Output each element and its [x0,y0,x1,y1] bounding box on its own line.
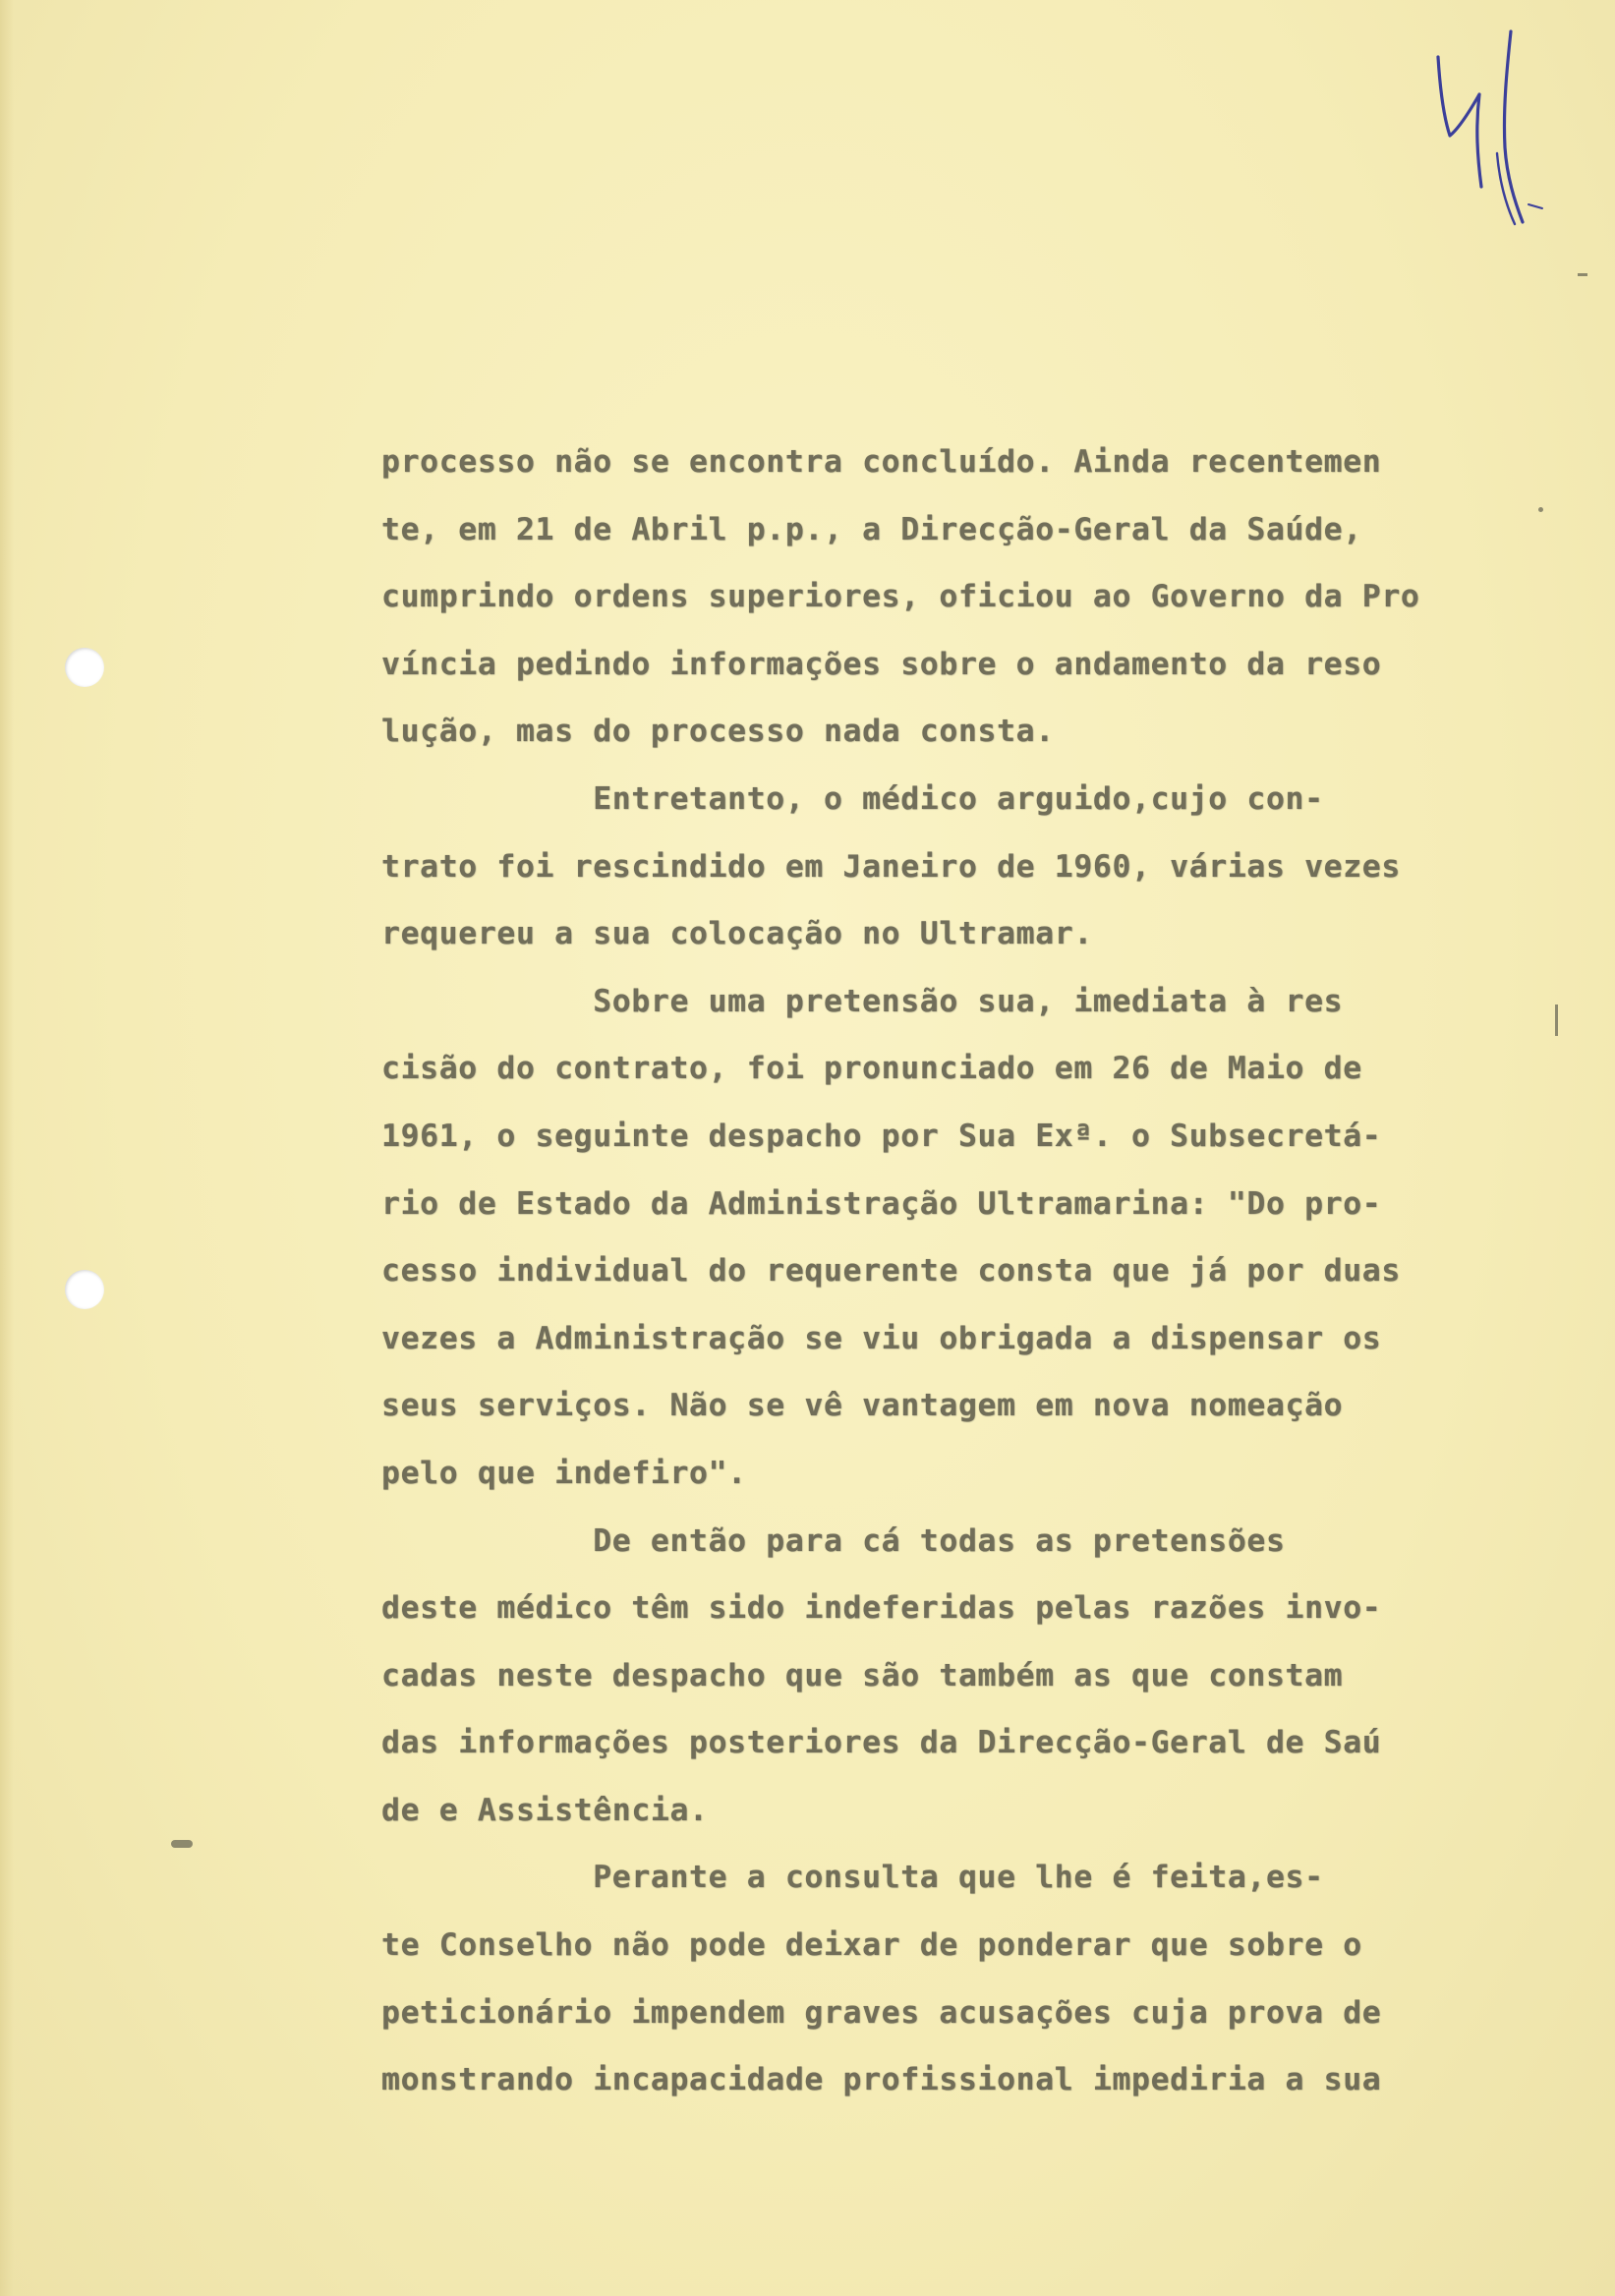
punch-hole-top [65,648,104,687]
text-line: monstrando incapacidade profissional impediria a sua [381,2062,1382,2098]
text-line: rio de Estado da Administração Ultramarina: "Do pro- [381,1185,1382,1222]
typed-body-text [381,429,1443,2114]
text-line: pelo que indefiro". [381,1455,747,1491]
page-number-ink [1420,29,1558,226]
text-line: cumprindo ordens superiores, oficiou ao Governo da Pro [381,579,1420,615]
text-line: de e Assistência. [381,1792,709,1828]
text-line: te Conselho não pode deixar de ponderar que sobre o [381,1927,1362,1964]
text-line: trato foi rescindido em Janeiro de 1960, várias vezes [381,848,1401,885]
text-line: processo não se encontra concluído. Ainda recentemen [381,444,1382,480]
text-line: 1961, o seguinte despacho por Sua Exª. o Subsecretá- [381,1118,1382,1154]
punch-hole-bottom [65,1270,104,1309]
text-line: cadas neste despacho que são também as que constam [381,1657,1344,1693]
text-line: cesso individual do requerente consta que já por duas [381,1253,1401,1290]
text-line: víncia pedindo informações sobre o andamento da reso [381,646,1382,682]
text-line: Perante a consulta que lhe é feita,es- [381,1860,1324,1896]
stray-mark [1555,1004,1558,1036]
text-line: requereu a sua colocação no Ultramar. [381,916,1093,952]
text-line: seus serviços. Não se vê vantagem em nova nomeação [381,1388,1344,1424]
page-number-value [1420,29,1421,30]
page-edge-shadow [0,0,14,2296]
text-line: lução, mas do processo nada consta. [381,714,1055,750]
text-line: vezes a Administração se viu obrigada a dispensar os [381,1320,1382,1356]
text-line: Sobre uma pretensão sua, imediata à res [381,983,1344,1019]
text-line: Entretanto, o médico arguido,cujo con- [381,780,1324,817]
stray-mark [1538,507,1543,512]
stray-mark [171,1840,193,1848]
text-line: De então para cá todas as pretensões [381,1522,1286,1559]
handwritten-page-number [1420,29,1558,226]
text-line: te, em 21 de Abril p.p., a Direcção-Geral da Saúde, [381,511,1362,547]
text-line: cisão do contrato, foi pronunciado em 26 de Maio de [381,1051,1362,1087]
text-line: das informações posteriores da Direcção-Geral de Saú [381,1725,1382,1761]
text-line: deste médico têm sido indeferidas pelas razões invo- [381,1590,1382,1627]
stray-mark [1578,273,1587,276]
text-line: peticionário impendem graves acusações cuja prova de [381,1994,1382,2031]
